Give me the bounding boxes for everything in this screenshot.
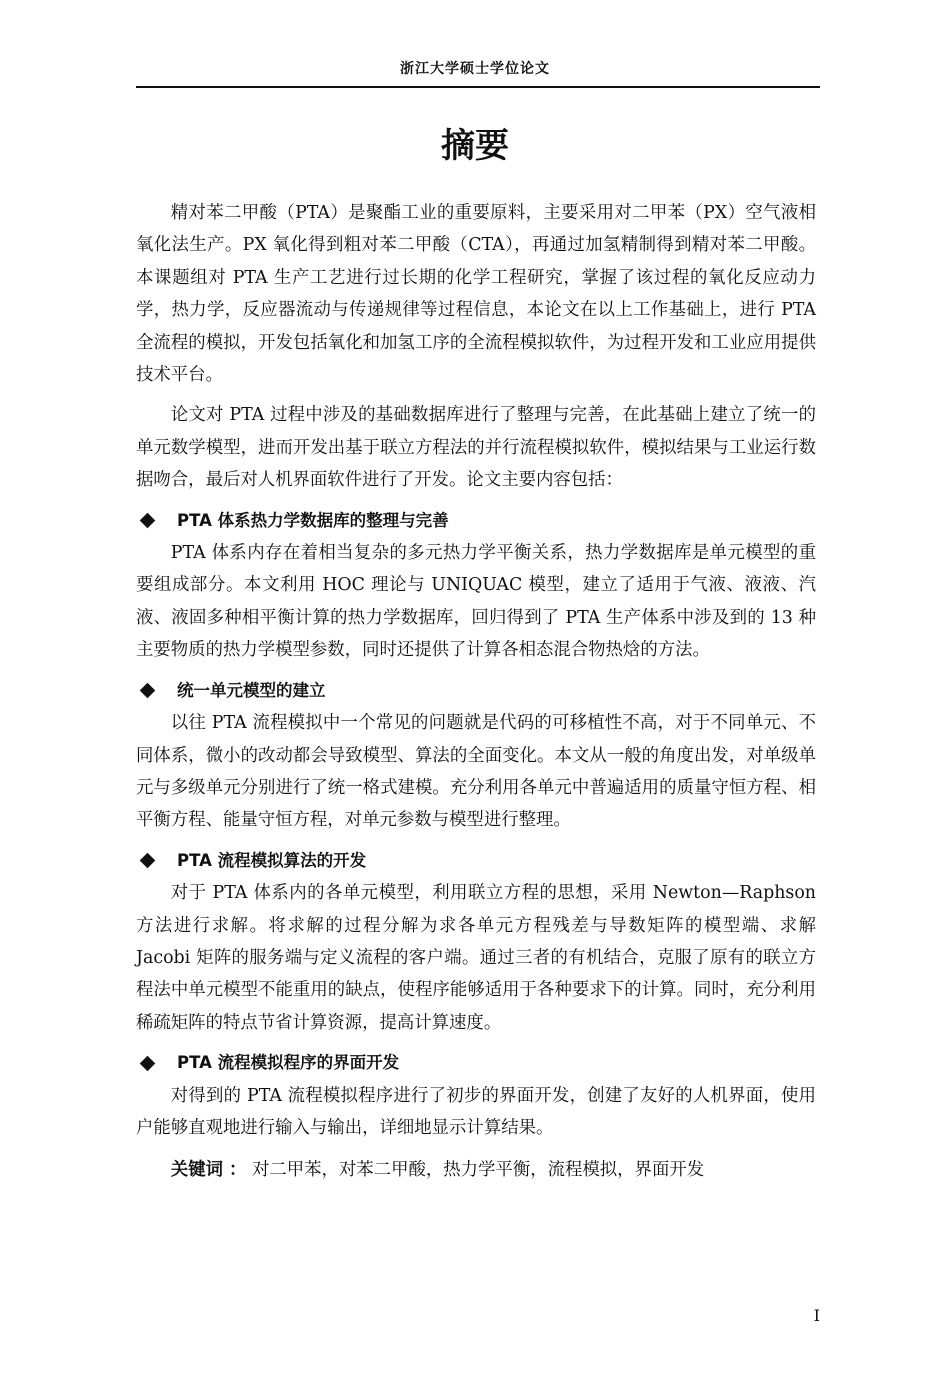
intro-paragraph-1: 精对苯二甲酸（PTA）是聚酯工业的重要原料，主要采用对二甲苯（PX）空气液相氧化法生产。PX 氧化得到粗对苯二甲酸（CTA），再通过加氢精制得到精对苯二甲酸。本课题组对 PTA 生产工艺进行过长期的化学工程研究，掌握了该过程的氧化反应动力学，热力学，反应器流动与传递规律等过程信息，本论文在以上工作基础上，进行 PTA 全流程的模拟，开发包括氧化和加氢工序的全流程模拟软件，为过程开发和工业应用提供技术平台。	[136, 203, 816, 386]
diamond-bullet-icon	[140, 1056, 156, 1072]
section-paragraph-3: 对于 PTA 体系内的各单元模型，利用联立方程的思想，采用 Newton—Raphson 方法进行求解。将求解的过程分解为求各单元方程残差与导数矩阵的模型端、求解 Jacobi 矩阵的服务端与定义流程的客户端。通过三者的有机结合，克服了原有的联立方程法中单元模型不能重用的缺点，使程序能够适用于各种要求下的计算。同时，充分利用稀疏矩阵的特点节省计算资源，提高计算速度。	[136, 883, 816, 1033]
diamond-bullet-icon	[140, 513, 156, 529]
keywords-line	[136, 1154, 816, 1186]
section-heading-4	[136, 1047, 816, 1079]
section-heading-text: PTA 流程模拟程序的界面开发	[177, 1053, 400, 1073]
section-heading-text: 统一单元模型的建立	[177, 680, 326, 700]
intro-paragraph-2: 论文对 PTA 过程中涉及的基础数据库进行了整理与完善，在此基础上建立了统一的单元数学模型，进而开发出基于联立方程法的并行流程模拟软件，模拟结果与工业运行数据吻合，最后对人机界面软件进行了开发。论文主要内容包括：	[136, 405, 816, 491]
section-heading-text: PTA 流程模拟算法的开发	[177, 850, 367, 870]
keywords-text: 对二甲苯，对苯二甲酸，热力学平衡，流程模拟，界面开发	[251, 1160, 705, 1181]
page-title: 摘要	[441, 126, 509, 166]
section-paragraph-4: 对得到的 PTA 流程模拟程序进行了初步的界面开发，创建了友好的人机界面，使用户能够直观地进行输入与输出，详细地显示计算结果。	[136, 1085, 816, 1138]
section-paragraph-1: PTA 体系内存在着相当复杂的多元热力学平衡关系，热力学数据库是单元模型的重要组成部分。本文利用 HOC 理论与 UNIQUAC 模型，建立了适用于气液、液液、汽液、液固多种相平衡计算的热力学数据库，回归得到了 PTA 生产体系中涉及到的 13 种主要物质的热力学模型参数，同时还提供了计算各相态混合物热焓的方法。	[136, 543, 816, 661]
abstract-body	[136, 197, 816, 1195]
running-header: 浙江大学硕士学位论文	[400, 61, 550, 77]
diamond-bullet-icon	[140, 683, 156, 699]
keywords-label: 关键词 ：	[170, 1160, 247, 1181]
header-rule	[136, 86, 820, 88]
section-heading-text: PTA 体系热力学数据库的整理与完善	[177, 510, 449, 530]
section-heading-1	[136, 505, 816, 537]
section-heading-2	[136, 675, 816, 707]
section-heading-3	[136, 845, 816, 877]
page-number: I	[813, 1306, 820, 1325]
section-paragraph-2: 以往 PTA 流程模拟中一个常见的问题就是代码的可移植性不高，对于不同单元、不同体系，微小的改动都会导致模型、算法的全面变化。本文从一般的角度出发，对单级单元与多级单元分别进行了统一格式建模。充分利用各单元中普遍适用的质量守恒方程、相平衡方程、能量守恒方程，对单元参数与模型进行整理。	[136, 713, 816, 831]
diamond-bullet-icon	[140, 853, 156, 869]
